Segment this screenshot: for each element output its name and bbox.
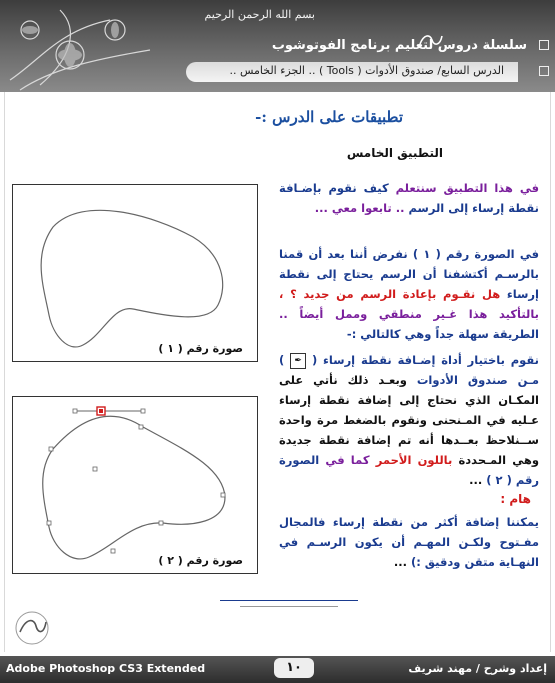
text-span: وبعـد ذلك نأتي على المكـان الذي نحتاج إلى إضافة نقطة إرساء عـليه في المـنحنى ونقوم بالضغط مرة واحدة ســنلاحظ بعــدها أنه تم إضافة نقطة جديدة وهي المـحددة <box>279 373 539 467</box>
signature-logo-icon <box>418 30 444 50</box>
lesson-title: الدرس السابع/ صندوق الأدوات ( Tools ) .. الجزء الخامس .. <box>229 64 504 77</box>
blessing-text: بسم الله الرحمن الرحيم <box>204 8 315 21</box>
figure-label: صورة رقم ( ٢ ) <box>158 554 243 567</box>
curve-drawing-1 <box>13 185 257 361</box>
section-title: تطبيقات على الدرس :- <box>255 108 403 126</box>
curve-drawing-2 <box>13 397 257 573</box>
text-span: هل نقـوم بإعادة الرسم من جديد ؟ ، <box>279 287 501 301</box>
square-bullet-icon <box>539 66 549 76</box>
figure-2 <box>12 396 258 574</box>
intro-paragraph <box>279 178 539 218</box>
text-span: باللون الأحمر <box>375 453 453 467</box>
text-span: ... <box>469 473 487 487</box>
steps-paragraph <box>279 350 539 490</box>
text-span: نقوم باختيار أداة إضـافة نقطة إرساء ( <box>306 353 539 367</box>
square-bullet-icon <box>539 40 549 50</box>
problem-paragraph <box>279 244 539 344</box>
lesson-bar <box>186 62 518 82</box>
series-title: سلسلة دروس لتعليم برنامج الفوتوشوب <box>271 38 527 53</box>
text-span: بالتأكيد هذا غـير منطقي وممل أيضاً .. <box>279 307 539 321</box>
important-paragraph <box>279 512 539 572</box>
separator-line <box>240 606 338 607</box>
page-header <box>0 0 555 92</box>
left-border-line <box>4 92 5 652</box>
page-footer <box>0 656 555 683</box>
text-span: يمكننا إضافة أكثر من نقطة إرساء فالمجال مفـتوح ولكـن المهـم أن يكون الرسـم في النهـاية متقن ودقيق :) <box>279 515 539 569</box>
author-logo-icon <box>12 610 52 646</box>
text-span: في الصورة رقم ( ١ ) نفرض أننا بعد أن قمنا بالرسـم أكتشفنا أن الرسم يحتاج إلى نقطة إرساء <box>279 247 539 301</box>
text-span: كيف نقوم بإضـافة نقطة إرساء إلى الرسم <box>279 181 539 215</box>
text-span: ... <box>393 555 411 569</box>
important-label: هام : <box>500 492 531 506</box>
figure-label: صورة رقم ( ١ ) <box>158 342 243 355</box>
text-span: الصورة رقم ( ٢ ) <box>279 453 539 487</box>
figure-1 <box>12 184 258 362</box>
flower-ornament-icon <box>0 0 200 92</box>
add-anchor-point-tool-icon: ✒ <box>290 353 306 369</box>
text-span: كما في <box>319 453 376 467</box>
text-span: ) مـن صندوق الأدوات <box>279 353 539 387</box>
text-span: في هذا التطبيق سنتعلم <box>388 181 539 195</box>
footer-software: Adobe Photoshop CS3 Extended <box>6 662 206 675</box>
text-span: .. تابعوا معي ... <box>314 201 409 215</box>
page-number: ١٠ <box>274 658 314 678</box>
text-span: الطريقة سهلة جداً وهي كالتالي :- <box>346 327 539 341</box>
application-title: التطبيق الخامس <box>346 146 443 160</box>
footer-author: إعداد وشرح / مهند شريف <box>408 662 547 675</box>
separator-line <box>220 600 358 601</box>
right-border-line <box>550 92 551 652</box>
